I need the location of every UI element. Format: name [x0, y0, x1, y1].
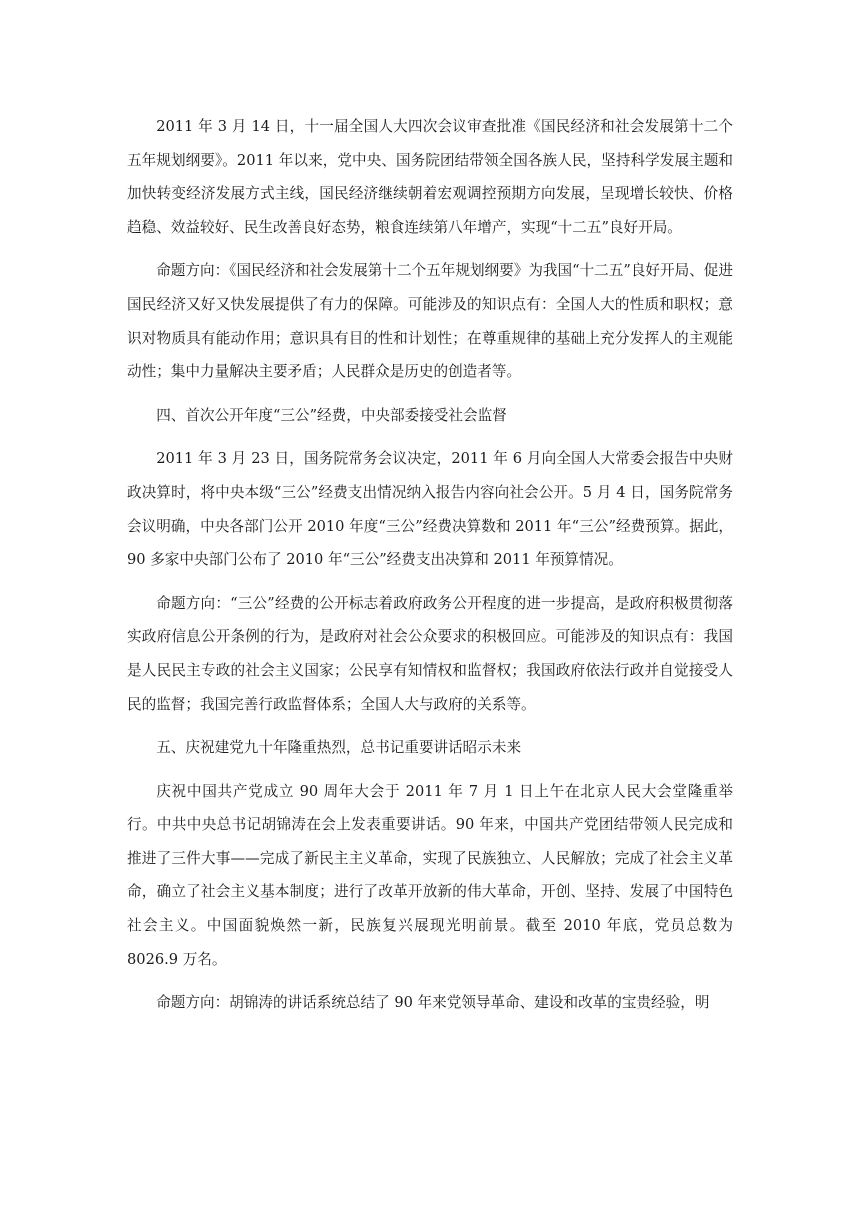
- document-body: [127, 110, 733, 1030]
- paragraph-three-public-expenses: 2011 年 3 月 23 日，国务院常务会议决定，2011 年 6 月向全国人大常委会报告中央财政决算时，将中央本级“三公”经费支出情况纳入报告内容向社会公开。5 月 4 日，国务院常务会议明确，中央各部门公开 2010 年度“三公”经费决算数和 2011 年“三公”经费预算。据此，90 多家中央部门公布了 2010 年“三公”经费支出决算和 2011 年预算情况。: [127, 450, 733, 569]
- paragraph-anniversary-analysis: 命题方向：胡锦涛的讲话系统总结了 90 年来党领导革命、建设和改革的宝贵经验，明: [156, 994, 710, 1012]
- paragraph-plan-outline: 2011 年 3 月 14 日，十一届全国人大四次会议审查批准《国民经济和社会发展第十二个五年规划纲要》。2011 年以来，党中央、国务院团结带领全国各族人民，坚持科学发展主题和加快转变经济发展方式主线，国民经济继续朝着宏观调控预期方向发展，呈现增长较快、价格趋稳、效益较好、民生改善良好态势，粮食连续第八年增产，实现“十二五”良好开局。: [127, 118, 733, 236]
- section-heading-5: 五、庆祝建党九十年隆重热烈，总书记重要讲话昭示未来: [156, 739, 522, 757]
- paragraph-expenses-analysis: 命题方向：“三公”经费的公开标志着政府政务公开程度的进一步提高，是政府积极贯彻落实政府信息公开条例的行为，是政府对社会公众要求的积极回应。可能涉及的知识点有：我国是人民民主专政的社会主义国家；公民享有知情权和监督权；我国政府依法行政并自觉接受人民的监督；我国完善行政监督体系；全国人大与政府的关系等。: [127, 594, 733, 713]
- paragraph-party-anniversary: 庆祝中国共产党成立 90 周年大会于 2011 年 7 月 1 日上午在北京人民大会堂隆重举行。中共中央总书记胡锦涛在会上发表重要讲话。90 年来，中国共产党团结带领人民完成和推进了三件大事——完成了新民主主义革命，实现了民族独立、人民解放；完成了社会主义革命，确立了社会主义基本制度；进行了改革开放新的伟大革命，开创、坚持、发展了中国特色社会主义。中国面貌焕然一新，民族复兴展现光明前景。截至 2010 年底，党员总数为 8026.9 万名。: [127, 782, 733, 968]
- section-heading-4: 四、首次公开年度“三公”经费，中央部委接受社会监督: [156, 406, 507, 424]
- paragraph-plan-analysis: 命题方向：《国民经济和社会发展第十二个五年规划纲要》为我国“十二五”良好开局、促进国民经济又好又快发展提供了有力的保障。可能涉及的知识点有：全国人大的性质和职权；意识对物质具有能动作用；意识具有目的性和计划性；在尊重规律的基础上充分发挥人的主观能动性；集中力量解决主要矛盾；人民群众是历史的创造者等。: [127, 262, 733, 381]
